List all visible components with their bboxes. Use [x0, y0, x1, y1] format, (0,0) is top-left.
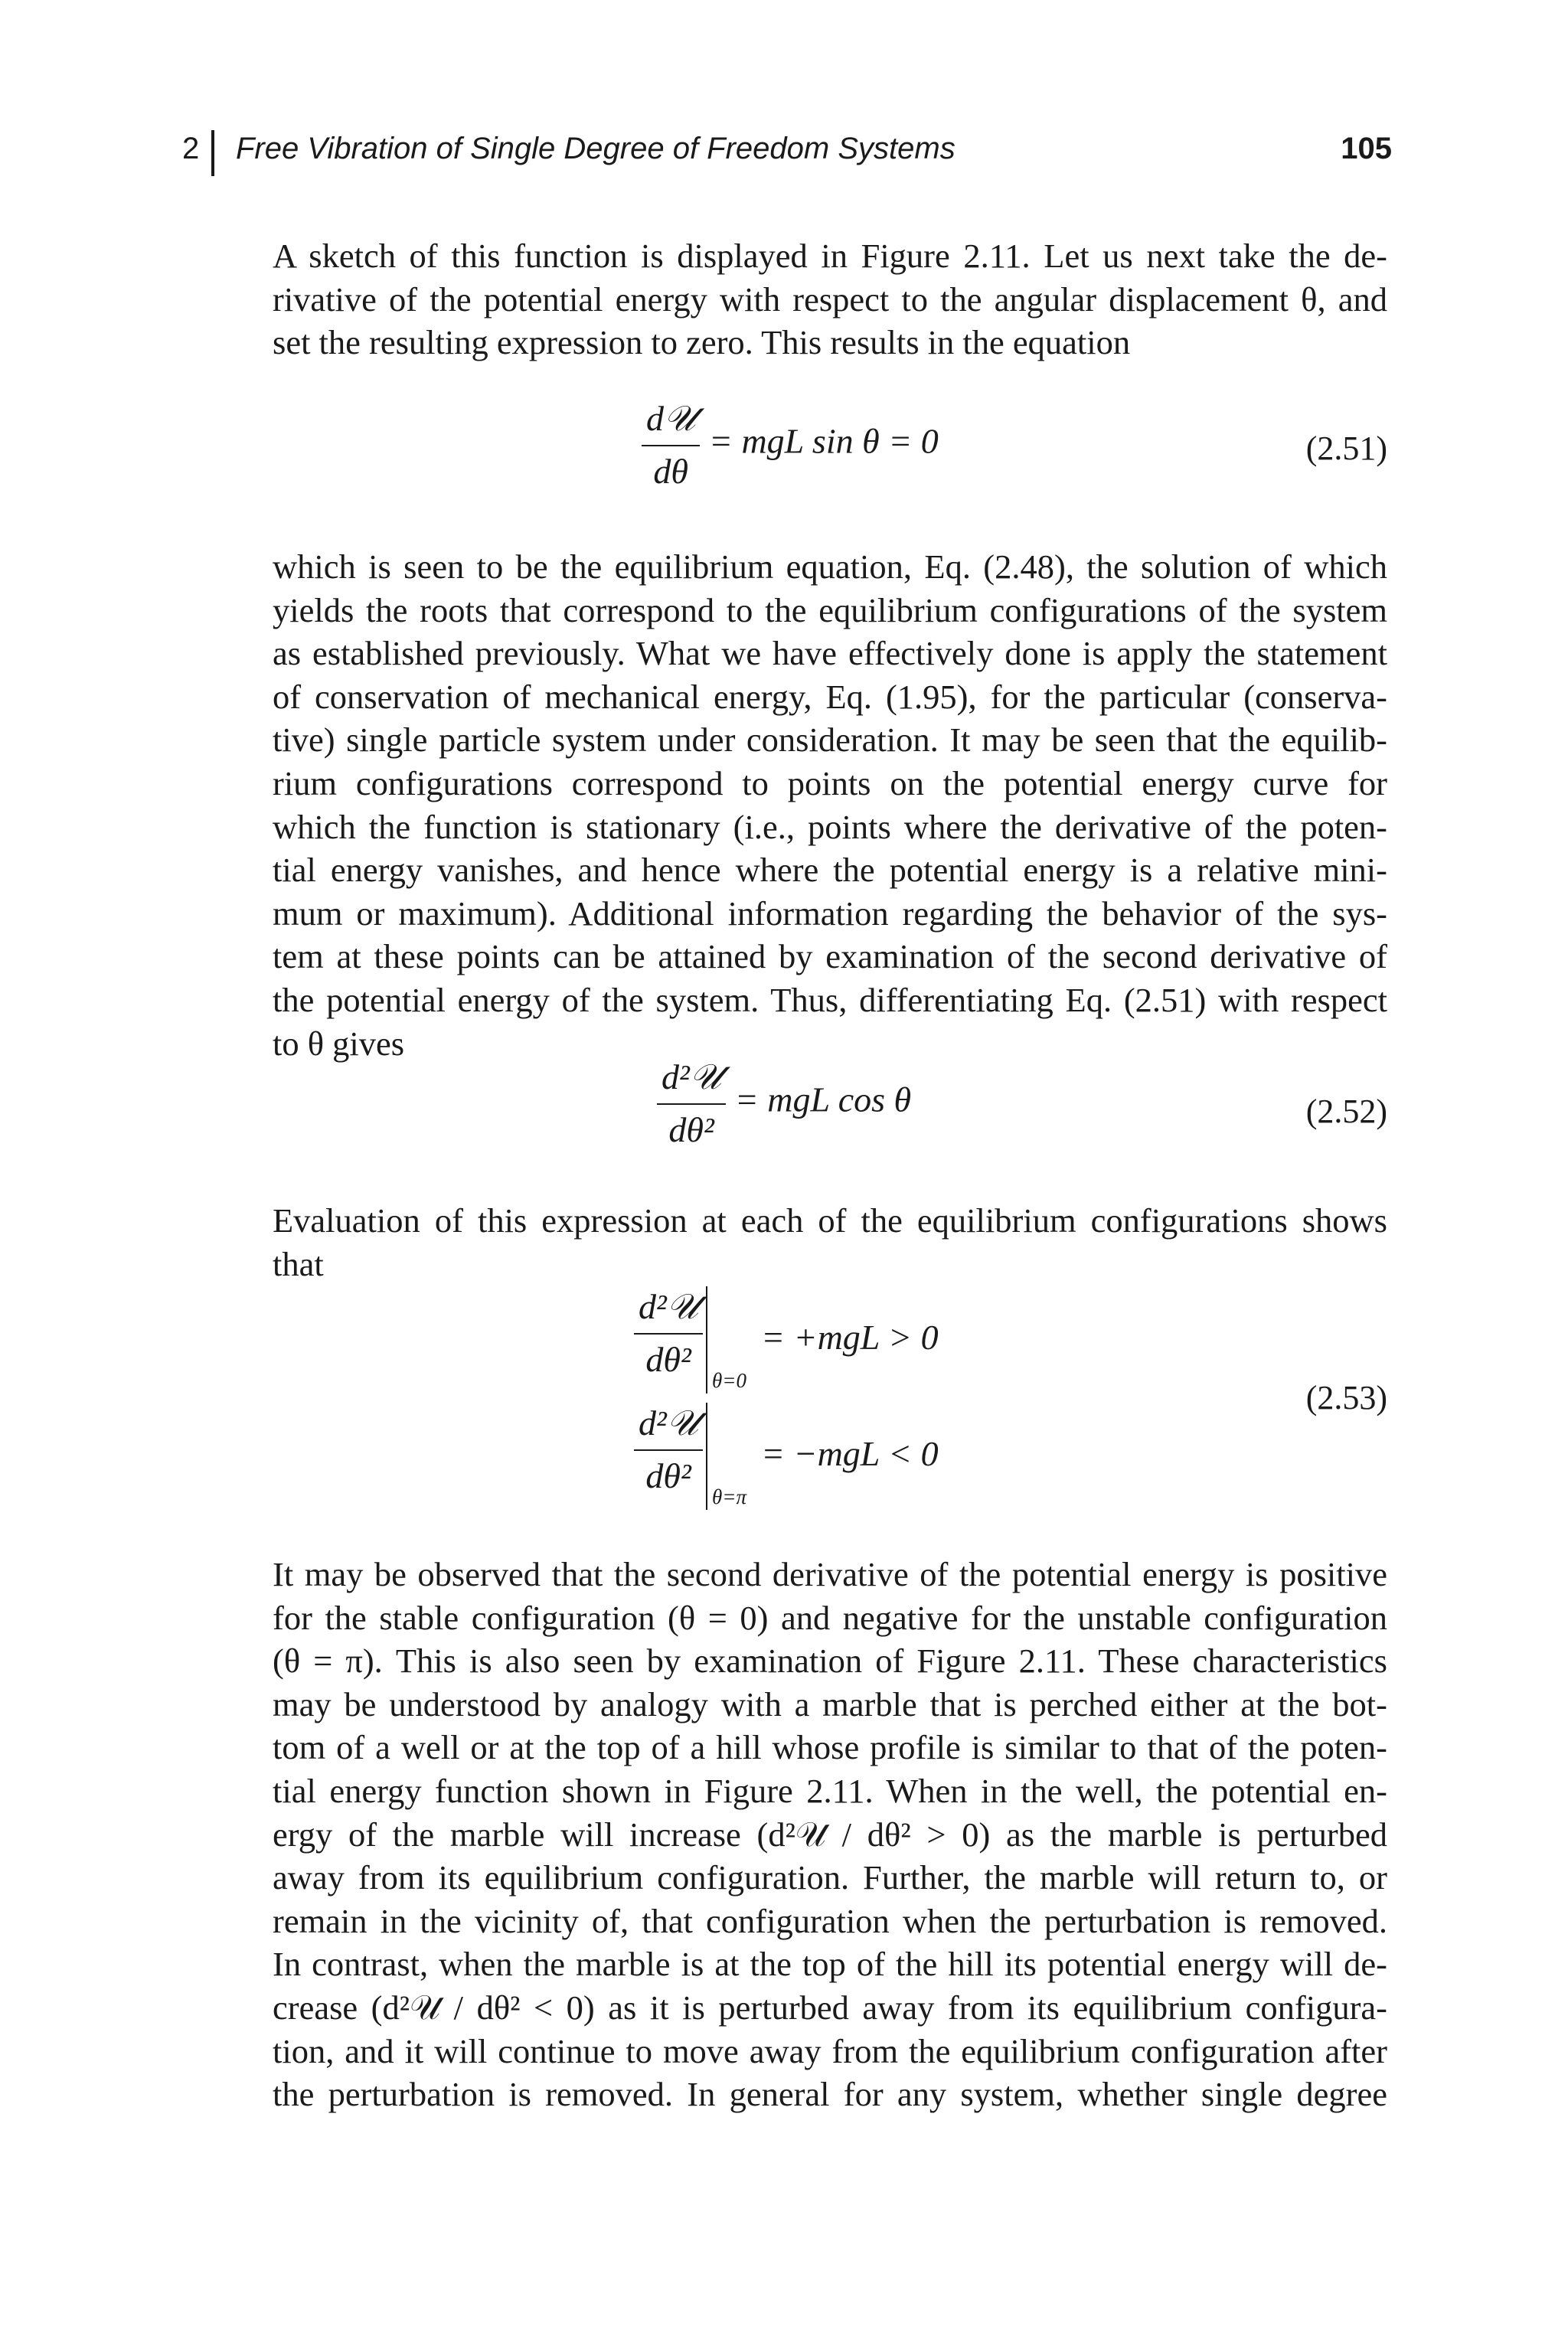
evaluation-subscript: θ=0 [712, 1369, 746, 1392]
text-line: It may be observed that the second derivative of the potential energy is positive [273, 1555, 1387, 1593]
text-line: away from its equilibrium configuration. Further, the marble will return to, or [273, 1858, 1387, 1897]
text-line: rivative of the potential energy with respect to the angular displacement θ, and [273, 279, 1387, 319]
fraction-numerator: d²𝒰 [662, 1057, 722, 1096]
equation-number: (2.51) [1305, 430, 1387, 467]
text-line: as established previously. What we have effectively done is apply the statement [273, 634, 1387, 673]
equation-number: (2.52) [1305, 1093, 1387, 1130]
equation-2-52 [657, 1057, 911, 1150]
text-line: Evaluation of this expression at each of the equilibrium configurations shows [273, 1201, 1387, 1240]
chapter-title: Free Vibration of Single Degree of Freedom Systems [236, 132, 956, 165]
fraction [634, 1403, 703, 1496]
fraction [634, 1286, 703, 1380]
text-line: ergy of the marble will increase (d²𝒰 / dθ² > 0) as the marble is perturbed [273, 1815, 1387, 1854]
fraction-bar [634, 1449, 703, 1451]
fraction-bar [657, 1103, 726, 1105]
paragraph-3 [273, 1199, 1387, 1286]
evaluation-bar [706, 1403, 707, 1510]
equation-2-53-row-1 [634, 1286, 703, 1380]
equation-rhs: = mgL cos θ [734, 1080, 912, 1119]
text-line: tom of a well or at the top of a hill whose profile is similar to that of the poten- [273, 1728, 1387, 1767]
text-line: A sketch of this function is displayed in Figure 2.11. Let us next take the de- [273, 237, 1387, 275]
text-line: the perturbation is removed. In general for any system, whether single degree [273, 2075, 1387, 2114]
text-line: which the function is stationary (i.e., points where the derivative of the poten- [273, 807, 1387, 846]
text-line: rium configurations correspond to points on the potential energy curve for [273, 763, 1387, 802]
paragraph-4 [273, 1553, 1387, 2116]
paragraph-2 [273, 545, 1387, 1065]
text-line: tial energy vanishes, and hence where the potential energy is a relative mini- [273, 851, 1387, 890]
text-line: may be understood by analogy with a marble that is perched either at the bot- [273, 1684, 1387, 1723]
text-line: which is seen to be the equilibrium equation, Eq. (2.48), the solution of which [273, 547, 1387, 586]
equation-2-53-row-2 [634, 1403, 703, 1496]
chapter-number: 2 [182, 132, 200, 165]
text-line: In contrast, when the marble is at the top of the hill its potential energy will de- [273, 1945, 1387, 1984]
fraction-numerator: d𝒰 [646, 399, 696, 438]
text-line: tem at these points can be attained by examination of the second derivative of [273, 937, 1387, 976]
text-line: tion, and it will continue to move away from the equilibrium configuration after [273, 2031, 1387, 2070]
paragraph-1 [273, 234, 1387, 364]
fraction-denominator: dθ [653, 452, 688, 491]
text-line: (θ = π). This is also seen by examination of Figure 2.11. These characteristics [273, 1642, 1387, 1681]
text-line: set the resulting expression to zero. This results in the equation [273, 323, 1131, 362]
equation-rhs: = +mgL > 0 [761, 1318, 939, 1357]
fraction-numerator: d²𝒰 [639, 1287, 699, 1326]
equation-rhs: = −mgL < 0 [761, 1434, 939, 1473]
evaluation-bar [706, 1286, 707, 1393]
text-line: remain in the vicinity of, that configuration when the perturbation is removed. [273, 1901, 1387, 1940]
fraction [642, 398, 700, 492]
text-line: that [273, 1244, 324, 1283]
fraction [657, 1057, 726, 1150]
fraction-denominator: dθ² [645, 1456, 691, 1495]
fraction-bar [642, 445, 700, 446]
fraction-denominator: dθ² [645, 1340, 691, 1379]
equation-rhs: = mgL sin θ = 0 [708, 421, 939, 461]
fraction-bar [634, 1333, 703, 1335]
text-line: to θ gives [273, 1024, 405, 1063]
evaluation-subscript: θ=π [712, 1485, 747, 1508]
text-line: yields the roots that correspond to the equilibrium configurations of the system [273, 590, 1387, 629]
text-line: for the stable configuration (θ = 0) and negative for the unstable configuration [273, 1598, 1387, 1637]
page-number: 105 [1341, 132, 1392, 165]
text-line: tial energy function shown in Figure 2.11. When in the well, the potential en- [273, 1771, 1387, 1810]
text-line: mum or maximum). Additional information regarding the behavior of the sys- [273, 894, 1387, 933]
fraction-numerator: d²𝒰 [639, 1403, 699, 1442]
equation-number: (2.53) [1305, 1379, 1387, 1416]
text-line: of conservation of mechanical energy, Eq. (1.95), for the particular (conserva- [273, 677, 1387, 716]
running-header [182, 130, 1392, 176]
equation-2-51 [642, 398, 939, 492]
text-line: crease (d²𝒰 / dθ² < 0) as it is perturbed away from its equilibrium configura- [273, 1988, 1387, 2027]
text-line: tive) single particle system under consideration. It may be seen that the equilib- [273, 720, 1387, 760]
header-divider [211, 130, 214, 176]
fraction-denominator: dθ² [668, 1110, 714, 1149]
text-line: the potential energy of the system. Thus, differentiating Eq. (2.51) with respect [273, 980, 1387, 1019]
